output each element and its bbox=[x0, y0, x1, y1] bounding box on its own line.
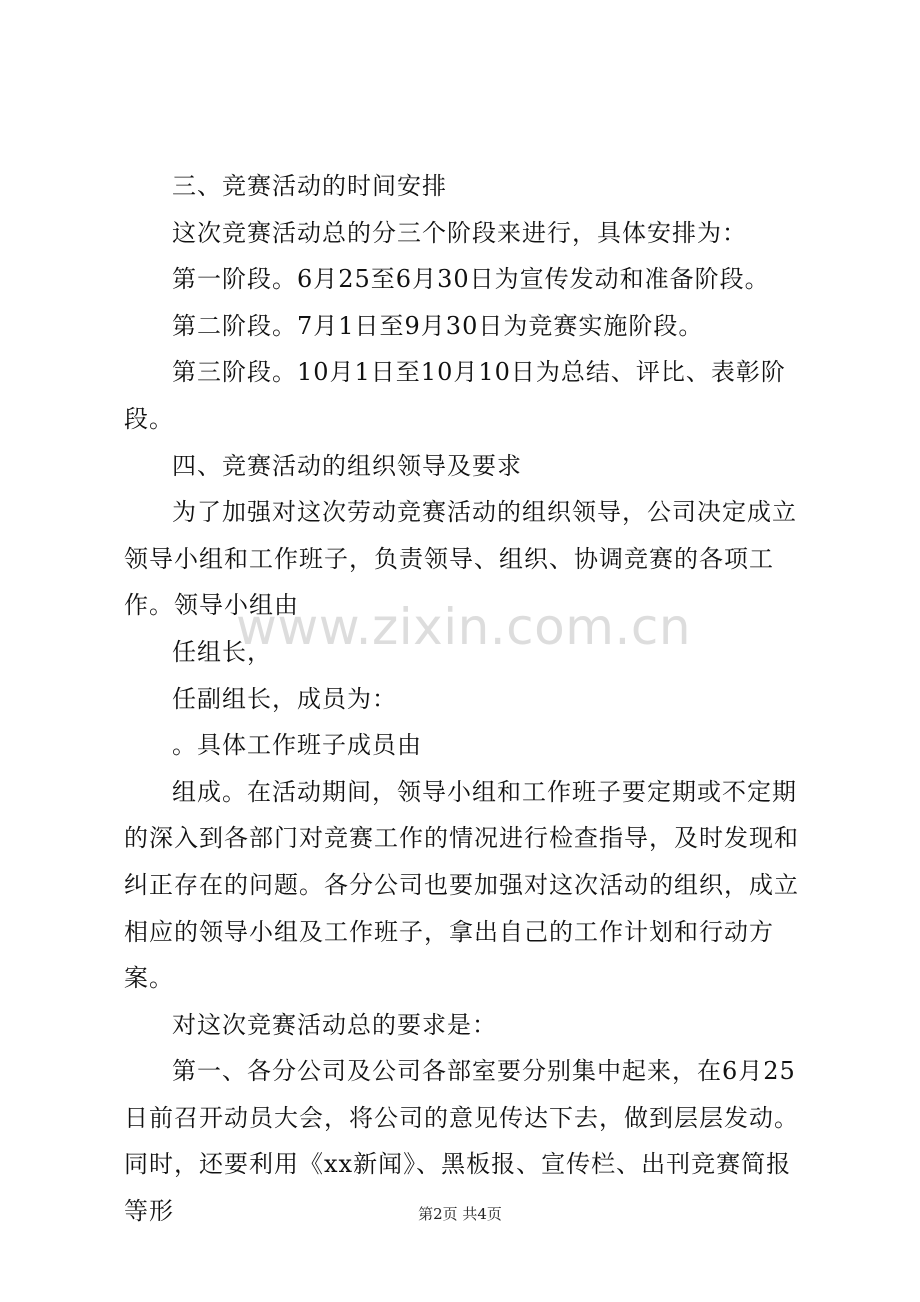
paragraph-schedule-intro: 这次竞赛活动总的分三个阶段来进行，具体安排为： bbox=[172, 218, 747, 247]
paragraph-group-leader: 任组长， bbox=[172, 637, 272, 666]
paragraph-stage-two: 第二阶段。7月1日至9月30日为竞赛实施阶段。 bbox=[172, 311, 704, 340]
section-heading-organization: 四、竞赛活动的组织领导及要求 bbox=[172, 451, 522, 480]
paragraph-leadership-group: 为了加强对这次劳动竞赛活动的组织领导，公司决定成立领导小组和工作班子，负责领导、组织、协调竞赛的各项工作。领导小组由 bbox=[124, 498, 797, 620]
watermark-text: www.zixin.com.cn bbox=[236, 598, 692, 656]
paragraph-work-team: 。具体工作班子成员由 bbox=[172, 731, 422, 760]
paragraph-deputy-leader: 任副组长，成员为： bbox=[172, 684, 397, 713]
paragraph-requirement-one: 第一、各分公司及公司各部室要分别集中起来，在6月25日前召开动员大会，将公司的意见传达下去，做到层层发动。同时，还要利用《xx新闻》、黑板报、宣传栏、出刊竞赛简报等形 bbox=[124, 1057, 799, 1226]
page-footer: 第2页 共4页 bbox=[418, 1205, 502, 1223]
section-heading-time-schedule: 三、竞赛活动的时间安排 bbox=[172, 172, 447, 200]
paragraph-requirements-intro: 对这次竞赛活动总的要求是： bbox=[172, 1010, 497, 1039]
paragraph-stage-one: 第一阶段。6月25至6月30日为宣传发动和准备阶段。 bbox=[172, 265, 770, 294]
document-body bbox=[124, 163, 800, 1235]
paragraph-stage-three: 第三阶段。10月1日至10月10日为总结、评比、表彰阶段。 bbox=[124, 358, 786, 433]
paragraph-activity-duties: 组成。在活动期间，领导小组和工作班子要定期或不定期的深入到各部门对竞赛工作的情况进行检查指导，及时发现和纠正存在的问题。各分公司也要加强对这次活动的组织，成立相应的领导小组及工作班子，拿出自己的工作计划和行动方案。 bbox=[124, 777, 799, 993]
